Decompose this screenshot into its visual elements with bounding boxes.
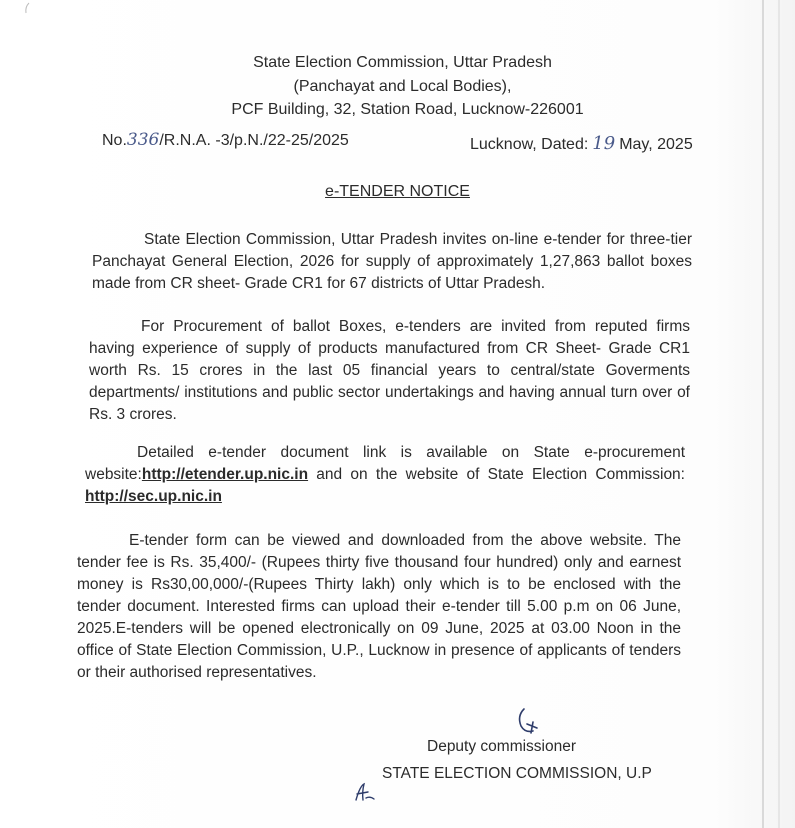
paragraph-4-text: E-tender form can be viewed and downloaded from the above website. The tender fee is Rs. 35,400/- (Rupees thirty five thousand four hundred) only and earnest money is Rs30,00,000/-(Rupees Thirty lakh) only which is to be enclosed with the tender document. Interested firms can upload their e-tender till 5.00 p.m on 06 June, 2025.E-tenders will be opened electronically on 09 June, 2025 at 03.00 Noon in the office of State Election Commission, U.P., Lucknow in presence of applicants of tenders or their authorised representatives. <box>77 532 681 681</box>
paragraph-1-text: State Election Commission, Uttar Pradesh invites on-line e-tender for three-tier Panchayat General Election, 2026 for supply of approximately 1,27,863 ballot boxes made from CR sheet- Grade CR1 for 67 districts of Uttar Pradesh. <box>92 231 692 292</box>
sec-website-link[interactable]: http://sec.up.nic.in <box>85 488 222 505</box>
date-line <box>470 133 693 154</box>
date-prefix: Lucknow, Dated: <box>470 136 589 153</box>
scan-mark-icon <box>22 2 32 14</box>
header-line-2: (Panchayat and Local Bodies), <box>293 78 512 95</box>
notice-title: e-TENDER NOTICE <box>325 183 470 200</box>
paragraph-3-text-b: and on the website of State Election Commission: <box>308 466 685 483</box>
signatory-designation: Deputy commissioner <box>427 738 577 755</box>
signatory-organization: STATE ELECTION COMMISSION, U.P <box>382 765 652 782</box>
reference-suffix: /R.N.A. -3/p.N./22-25/2025 <box>159 132 349 149</box>
paragraph-3-text-a: Detailed e-tender document link is available on State e-procurement website: <box>85 444 685 483</box>
handwritten-day: 19 <box>592 133 616 154</box>
signature-icon <box>515 706 551 738</box>
paragraph-4 <box>77 530 681 684</box>
paragraph-3 <box>85 442 685 508</box>
date-suffix: May, 2025 <box>619 136 693 153</box>
etender-link[interactable]: http://etender.up.nic.in <box>141 466 309 483</box>
header-line-1: State Election Commission, Uttar Pradesh <box>253 54 552 71</box>
header-line-3: PCF Building, 32, Station Road, Lucknow-226001 <box>231 101 584 118</box>
paragraph-1 <box>92 229 692 295</box>
scan-edge-line <box>778 0 780 828</box>
initials-icon <box>352 780 376 804</box>
reference-prefix: No. <box>102 132 127 149</box>
handwritten-reference-number: 336 <box>126 130 160 150</box>
scan-edge-line <box>762 0 764 828</box>
reference-number <box>102 130 349 150</box>
paragraph-2-text: For Procurement of ballot Boxes, e-tenders are invited from reputed firms having experience of supply of products manufactured from CR Sheet- Grade CR1 worth Rs. 15 crores in the last 05 financial years to central/state Goverments departments/ institutions and public sector undertakings and having annual turn over of Rs. 3 crores. <box>89 318 690 423</box>
paragraph-2 <box>89 316 690 426</box>
